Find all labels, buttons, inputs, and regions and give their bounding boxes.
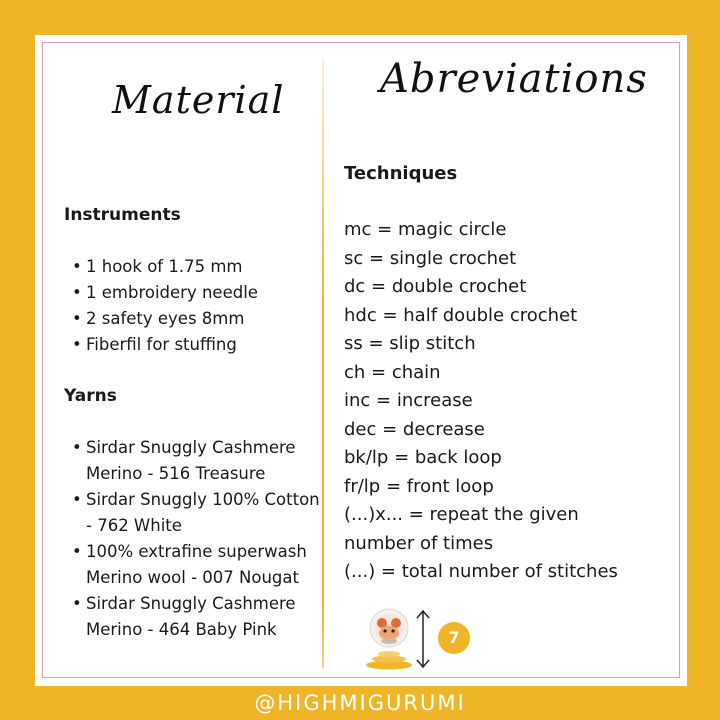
list-item: inc = increase — [344, 390, 473, 411]
yarn-line-1: Sirdar Snuggly Cashmere — [86, 594, 296, 613]
yarn-line-2: Merino - 464 Baby Pink — [86, 620, 277, 639]
abbreviations-list — [344, 216, 618, 587]
column-divider — [322, 58, 324, 668]
instruments-list — [64, 254, 258, 358]
instruments-heading: Instruments — [64, 205, 181, 225]
list-item: sc = single crochet — [344, 247, 517, 269]
page-number-badge: 7 — [438, 622, 470, 654]
yarn-line-2: Merino - 516 Treasure — [86, 464, 266, 483]
vertical-double-arrow-icon — [415, 608, 431, 670]
list-item: dec = decrease — [344, 418, 485, 440]
list-item: ss = slip stitch — [344, 333, 476, 354]
list-item — [64, 435, 320, 487]
list-item: • Fiberfil for stuffing — [64, 332, 258, 358]
list-item: • 1 embroidery needle — [64, 280, 258, 306]
amigurumi-figure-icon — [363, 606, 415, 670]
list-item — [64, 487, 320, 539]
list-item: dc = double crochet — [344, 276, 527, 297]
yarns-list — [64, 435, 320, 643]
list-item: (...) = total number of stitches — [344, 561, 618, 582]
list-item: (...)x... = repeat the given — [344, 504, 579, 525]
yarn-line-2: Merino wool - 007 Nougat — [86, 568, 299, 587]
material-title: Material — [112, 78, 285, 122]
list-item: fr/lp = front loop — [344, 475, 494, 497]
list-item: hdc = half double crochet — [344, 304, 578, 326]
yarn-line-1: 100% extrafine superwash — [86, 542, 307, 561]
footer-handle: @HIGHMIGURUMI — [254, 691, 466, 715]
yarn-line-1: Sirdar Snuggly 100% Cotton — [86, 490, 320, 509]
yarn-line-2: - 762 White — [86, 516, 182, 535]
yarn-line-1: Sirdar Snuggly Cashmere — [86, 438, 296, 457]
list-item: • 1 hook of 1.75 mm — [64, 254, 258, 280]
list-item: number of times — [344, 532, 494, 554]
abbreviations-title: Abreviations — [380, 56, 648, 102]
list-item: bk/lp = back loop — [344, 447, 502, 468]
list-item: mc = magic circle — [344, 219, 507, 240]
list-item: ch = chain — [344, 361, 441, 383]
list-item: • 2 safety eyes 8mm — [64, 306, 258, 332]
techniques-heading: Techniques — [344, 163, 458, 184]
list-item — [64, 591, 320, 643]
list-item — [64, 539, 320, 591]
yarns-heading: Yarns — [64, 386, 117, 406]
